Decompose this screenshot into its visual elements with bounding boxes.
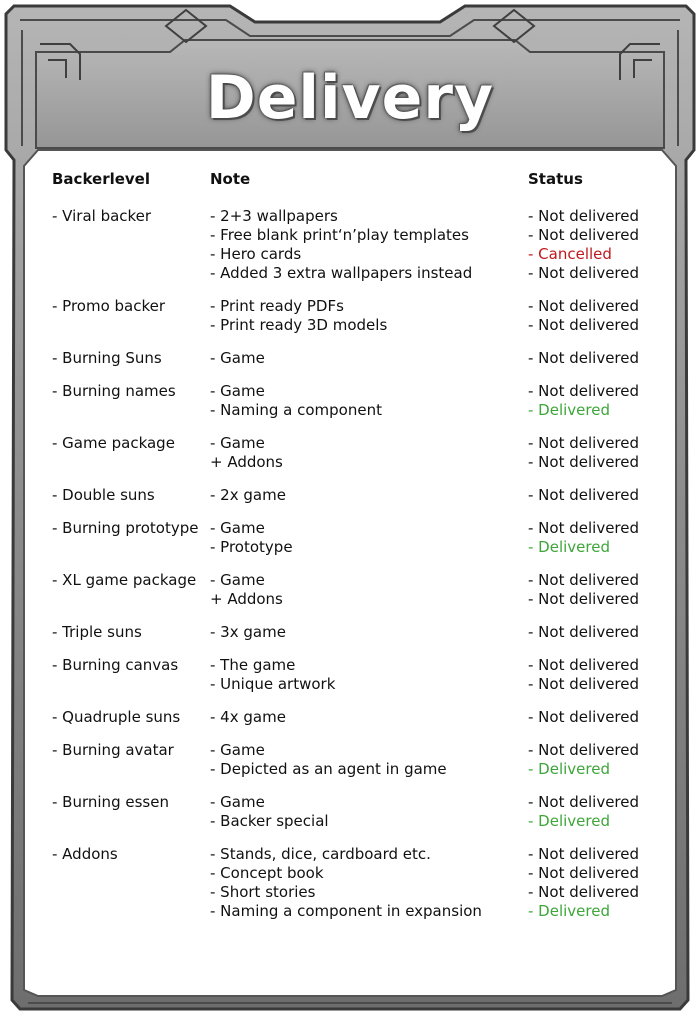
status-cell xyxy=(528,382,662,420)
page-title: Delivery xyxy=(205,63,495,133)
note-line: - Naming a component xyxy=(210,401,382,419)
note-line: - Print ready PDFs xyxy=(210,297,344,315)
note-line: - The game xyxy=(210,656,296,674)
note-line: - Game xyxy=(210,571,265,589)
status-line: - Not delivered xyxy=(528,316,640,334)
notes-cell xyxy=(210,297,528,335)
status-line: - Not delivered xyxy=(528,434,640,452)
notes-cell xyxy=(210,793,528,831)
status-cell xyxy=(528,297,662,335)
status-line: - Delivered xyxy=(528,812,610,830)
status-cell xyxy=(528,708,662,727)
notes-cell xyxy=(210,708,528,727)
notes-cell xyxy=(210,741,528,779)
table-row xyxy=(52,486,662,505)
note-line: - Depicted as an agent in game xyxy=(210,760,447,778)
header-note: Note xyxy=(210,170,251,188)
table-row xyxy=(52,382,662,420)
note-line: - Game xyxy=(210,741,265,759)
note-line: - Added 3 extra wallpapers instead xyxy=(210,264,473,282)
note-line: - Short stories xyxy=(210,883,316,901)
status-line: - Not delivered xyxy=(528,623,640,641)
backer-level: - Double suns xyxy=(52,486,155,504)
note-line: - Concept book xyxy=(210,864,324,882)
note-line: - Unique artwork xyxy=(210,675,336,693)
header-status: Status xyxy=(528,170,583,188)
note-line: - Naming a component in expansion xyxy=(210,902,482,920)
status-line: - Not delivered xyxy=(528,349,640,367)
status-line: - Not delivered xyxy=(528,741,640,759)
note-line: - 2+3 wallpapers xyxy=(210,207,338,225)
notes-cell xyxy=(210,571,528,609)
backer-level: - Quadruple suns xyxy=(52,708,181,726)
status-line: - Not delivered xyxy=(528,207,640,225)
note-line: - Game xyxy=(210,793,265,811)
backer-level: - Burning Suns xyxy=(52,349,162,367)
note-line: - Stands, dice, cardboard etc. xyxy=(210,845,431,863)
status-line: - Not delivered xyxy=(528,793,640,811)
status-line: - Not delivered xyxy=(528,675,640,693)
table-body xyxy=(52,207,662,921)
backer-level: - Game package xyxy=(52,434,175,452)
backer-level: - Addons xyxy=(52,845,118,863)
status-cell xyxy=(528,349,662,368)
notes-cell xyxy=(210,382,528,420)
table-row xyxy=(52,349,662,368)
note-line: - 4x game xyxy=(210,708,286,726)
note-line: - 3x game xyxy=(210,623,286,641)
table-row xyxy=(52,519,662,557)
status-line: - Not delivered xyxy=(528,845,640,863)
notes-cell xyxy=(210,349,528,368)
note-line: - Game xyxy=(210,434,265,452)
note-line: - Game xyxy=(210,382,265,400)
status-line: - Not delivered xyxy=(528,226,640,244)
notes-cell xyxy=(210,434,528,472)
backer-level: - Viral backer xyxy=(52,207,152,225)
table-row xyxy=(52,623,662,642)
backer-level: - Burning names xyxy=(52,382,176,400)
note-line: + Addons xyxy=(210,590,283,608)
table-row xyxy=(52,571,662,609)
status-line: - Not delivered xyxy=(528,297,640,315)
backer-level: - Burning canvas xyxy=(52,656,179,674)
table-row xyxy=(52,845,662,921)
table-row xyxy=(52,741,662,779)
note-line: - Game xyxy=(210,349,265,367)
delivery-table xyxy=(52,167,662,921)
table-row xyxy=(52,656,662,694)
status-line: - Not delivered xyxy=(528,519,640,537)
backer-level: - Burning prototype xyxy=(52,519,199,537)
status-line: - Not delivered xyxy=(528,883,640,901)
table-row xyxy=(52,793,662,831)
note-line: - Print ready 3D models xyxy=(210,316,388,334)
status-line: - Delivered xyxy=(528,902,610,920)
note-line: - 2x game xyxy=(210,486,286,504)
table-row xyxy=(52,297,662,335)
status-line: - Cancelled xyxy=(528,245,612,263)
backer-level: - XL game package xyxy=(52,571,197,589)
status-cell xyxy=(528,519,662,557)
note-line: + Addons xyxy=(210,453,283,471)
status-line: - Delivered xyxy=(528,538,610,556)
status-line: - Delivered xyxy=(528,401,610,419)
notes-cell xyxy=(210,656,528,694)
table-row xyxy=(52,207,662,283)
table-row xyxy=(52,434,662,472)
status-line: - Not delivered xyxy=(528,864,640,882)
status-cell xyxy=(528,486,662,505)
note-line: - Backer special xyxy=(210,812,329,830)
status-line: - Not delivered xyxy=(528,708,640,726)
note-line: - Game xyxy=(210,519,265,537)
status-cell xyxy=(528,434,662,472)
notes-cell xyxy=(210,519,528,557)
table-row xyxy=(52,708,662,727)
status-cell xyxy=(528,623,662,642)
status-line: - Not delivered xyxy=(528,453,640,471)
backer-level: - Burning essen xyxy=(52,793,169,811)
status-line: - Not delivered xyxy=(528,382,640,400)
status-line: - Not delivered xyxy=(528,571,640,589)
status-cell xyxy=(528,845,662,921)
note-line: - Free blank print‘n’play templates xyxy=(210,226,469,244)
status-line: - Not delivered xyxy=(528,486,640,504)
status-line: - Not delivered xyxy=(528,264,640,282)
notes-cell xyxy=(210,623,528,642)
status-line: - Not delivered xyxy=(528,590,640,608)
backer-level: - Triple suns xyxy=(52,623,142,641)
status-line: - Delivered xyxy=(528,760,610,778)
backer-level: - Promo backer xyxy=(52,297,166,315)
notes-cell xyxy=(210,207,528,283)
note-line: - Prototype xyxy=(210,538,293,556)
notes-cell xyxy=(210,845,528,921)
notes-cell xyxy=(210,486,528,505)
status-cell xyxy=(528,741,662,779)
note-line: - Hero cards xyxy=(210,245,302,263)
status-line: - Not delivered xyxy=(528,656,640,674)
table-header xyxy=(52,167,662,191)
status-cell xyxy=(528,656,662,694)
header-backerlevel: Backerlevel xyxy=(52,170,150,188)
status-cell xyxy=(528,571,662,609)
status-cell xyxy=(528,793,662,831)
backer-level: - Burning avatar xyxy=(52,741,174,759)
status-cell xyxy=(528,207,662,283)
